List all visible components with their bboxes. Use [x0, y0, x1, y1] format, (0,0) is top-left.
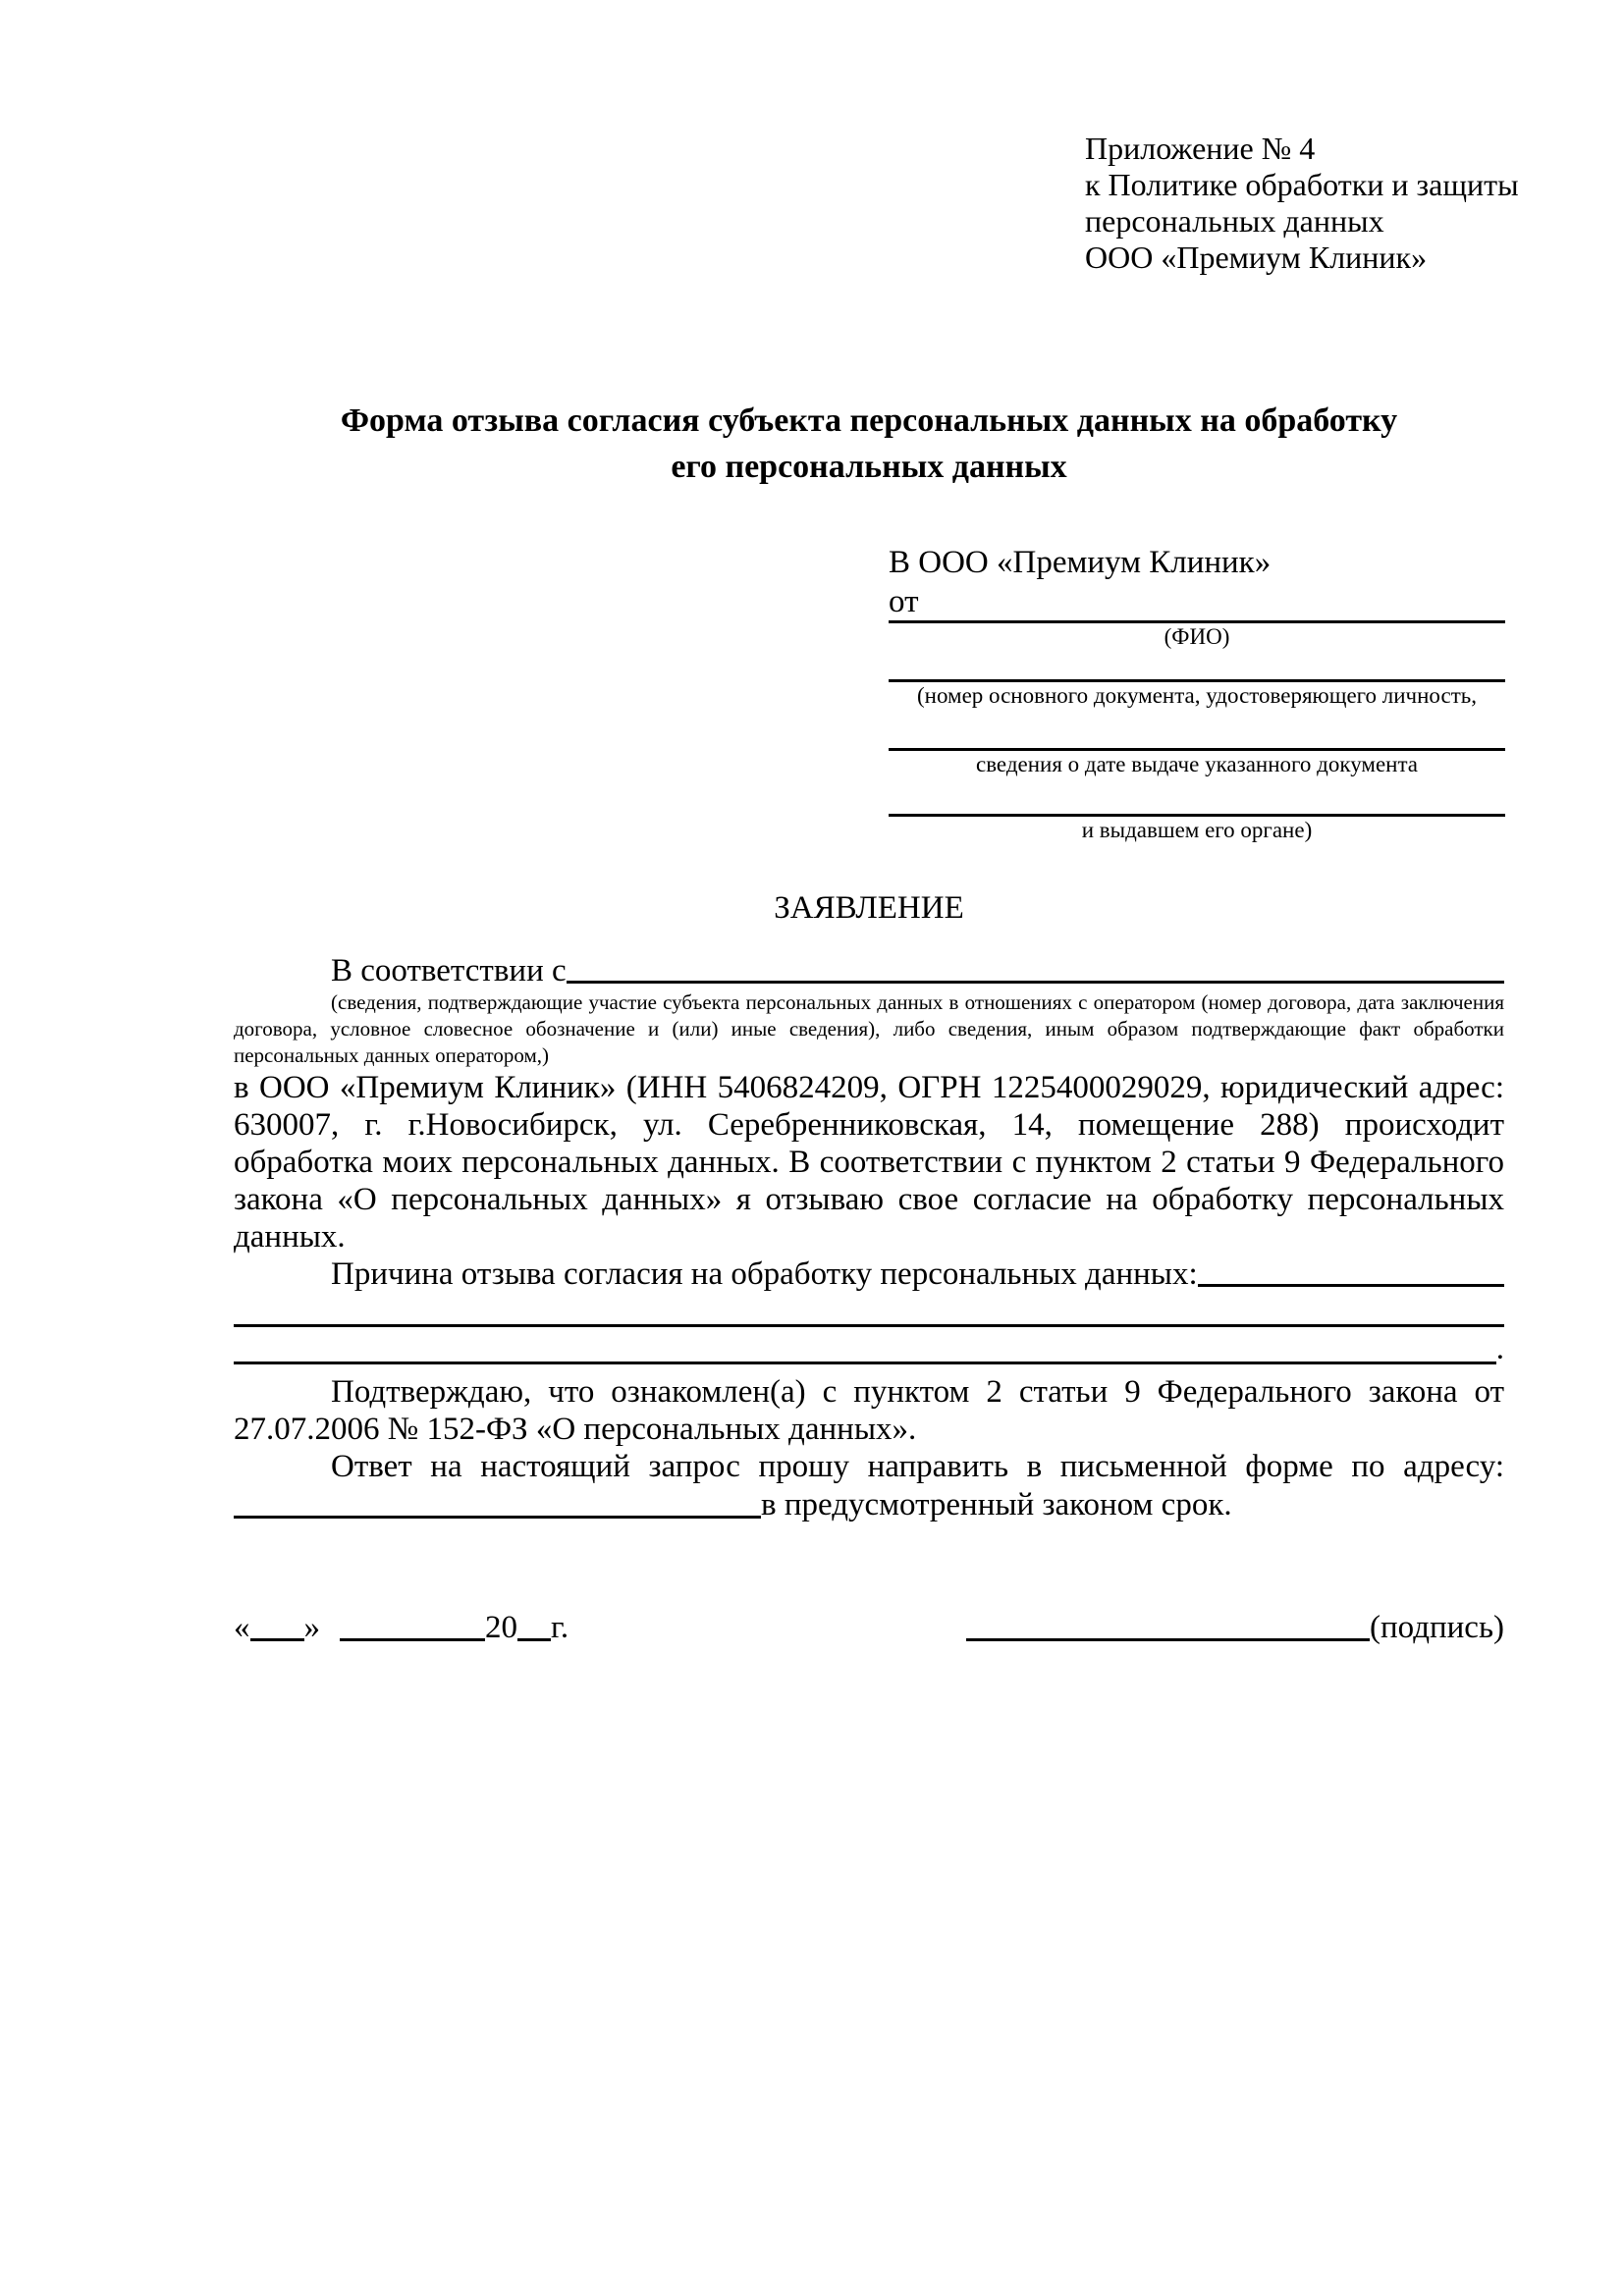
appendix-header-line: Приложение № 4 [1085, 131, 1316, 166]
addressee-to: В ООО «Премиум Клиник» [889, 545, 1272, 580]
appendix-header-line: ООО «Премиум Клиник» [1085, 240, 1428, 275]
issue-date-blank-line [889, 709, 1505, 751]
date-year-prefix: 20 [485, 1610, 517, 1645]
appendix-header-line: к Политике обработки и защиты [1085, 167, 1519, 202]
intro-blank-line [567, 952, 1504, 984]
date-month-blank [340, 1612, 485, 1641]
addressee-block [889, 541, 1505, 843]
signature-caption: (подпись) [1370, 1610, 1504, 1645]
reason-label: Причина отзыва согласия на обработку персональных данных: [331, 1256, 1198, 1292]
reply-tail-text: в предусмотренный законом срок. [761, 1487, 1232, 1522]
intro-footnote: (сведения, подтверждающие участие субъекта персональных данных в отношениях с оператором (номер договора, дата заключения договора, условное словесное обозначение и (или) иные сведения), либо сведения, иным образом подтверждающие факт обработки персональных данных оператором,) [234, 990, 1504, 1067]
reason-blank-row [234, 1293, 1504, 1330]
appendix-header-line: персональных данных [1085, 203, 1384, 239]
reply-address-blank-line [234, 1489, 761, 1519]
date-year-blank [517, 1612, 551, 1641]
confirmation-paragraph: Подтверждаю, что ознакомлен(а) с пунктом 2 статьи 9 Федерального закона от 27.07.2006 № 152-ФЗ «О персональных данных». [234, 1374, 1504, 1447]
document-title [234, 398, 1504, 490]
reason-row [234, 1255, 1504, 1293]
reason-blank-line-3 [234, 1330, 1496, 1364]
date-signature-row [234, 1608, 1504, 1646]
fio-caption: (ФИО) [1164, 624, 1230, 649]
reply-paragraph [234, 1448, 1504, 1523]
addressee-from-label: от [889, 584, 919, 619]
reason-blank-line [1198, 1255, 1504, 1287]
date-quote-open: « [234, 1610, 250, 1645]
signature-group [966, 1608, 1504, 1646]
reason-blank-row [234, 1330, 1504, 1367]
appendix-header [1085, 131, 1519, 276]
signature-blank-line [966, 1612, 1370, 1641]
intro-row [234, 952, 1504, 989]
issuing-authority-blank-line [889, 777, 1505, 817]
document-title-line: Форма отзыва согласия субъекта персональных данных на обработку [340, 402, 1398, 439]
date-year-suffix: г. [551, 1610, 569, 1645]
reason-end-period: . [1495, 1331, 1504, 1366]
document-number-caption: (номер основного документа, удостоверяющего личность, [916, 683, 1477, 708]
reply-intro-text: Ответ на настоящий запрос прошу направить в письменной форме по адресу: [331, 1449, 1504, 1484]
intro-label: В соответствии с [331, 953, 567, 988]
statement-heading: ЗАЯВЛЕНИЕ [774, 890, 964, 926]
issue-date-caption: сведения о дате выдаче указанного документа [975, 752, 1419, 776]
issuing-authority-caption: и выдавшем его органе) [1081, 818, 1313, 842]
date-group [234, 1608, 568, 1646]
date-quote-close: » [303, 1610, 320, 1645]
statement-body-paragraph: в ООО «Премиум Клиник» (ИНН 5406824209, ОГРН 1225400029029, юридический адрес: 630007, г. г.Новосибирск, ул. Серебренниковская, 14, помещение 288) происходит обработка моих персональных данных. В соответствии с пунктом 2 статьи 9 Федерального закона «О персональных данных» я отзываю свое согласие на обработку персональных данных. [234, 1070, 1504, 1255]
reason-blank-line-2 [234, 1293, 1504, 1327]
document-title-line: его персональных данных [671, 449, 1067, 485]
statement-section [234, 889, 1504, 1523]
date-day-blank [250, 1612, 304, 1641]
document-number-blank-line [889, 650, 1505, 682]
